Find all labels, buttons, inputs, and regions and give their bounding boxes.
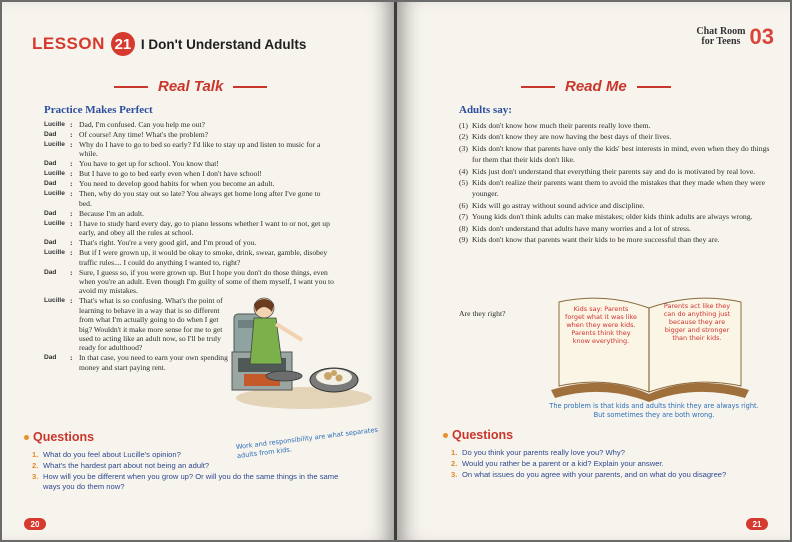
dialogue-line [44, 248, 334, 267]
speaker: Dad [44, 131, 57, 138]
question-number: 2. [451, 459, 458, 468]
colon: : [70, 140, 73, 149]
statement-text: Kids just don't understand that everything their parents say and do is motivated by real love. [472, 166, 756, 176]
question-text: What's the hardest part about not being an adult? [43, 461, 210, 470]
question-text: On what issues do you agree with your parents, and on what do you disagree? [462, 470, 727, 479]
closing-question: Are they right? [459, 309, 506, 318]
question-number: 3. [451, 470, 458, 479]
colon: : [70, 267, 73, 277]
line-text: You have to get up for school. You know that! [79, 159, 219, 169]
dialogue-line [44, 209, 334, 218]
dialogue-line [44, 238, 334, 247]
statement-text: Kids will go astray without sound advice and discipline. [472, 200, 645, 210]
brand-line-2: for Teens [701, 36, 741, 47]
statement-number: (1) [459, 121, 468, 130]
statement-item [459, 211, 774, 222]
statement-number: (3) [459, 143, 468, 153]
lesson-title: I Don't Understand Adults [140, 36, 307, 52]
statement-number: (9) [459, 235, 468, 245]
line-text: Dad, I'm confused. Can you help me out? [79, 120, 206, 129]
line-text: Sure, I guess so, if you were grown up. But I hope you don't do those things, even when you're an adult. Even though I'm guilty of some of them myself, I want you to avoid my mistakes. [79, 267, 334, 296]
statement-number: (4) [459, 166, 468, 176]
line-text: That's what is so confusing. What's the point of learning to behave in a way that is so different from what I'm actually going to do when I get big? Wouldn't it make more sense for me to get used to acting like an adult now, so I'll be truly ready for adulthood? [79, 296, 223, 353]
questions-title: Questions [452, 428, 514, 442]
question-text: Do you think your parents really love you? Why? [462, 448, 625, 457]
question-item [451, 459, 751, 469]
line-text: Because I'm an adult. [79, 208, 145, 218]
speaker: Dad [44, 209, 57, 217]
question-number: 1. [451, 448, 458, 457]
line-text: You need to develop good habits for when you become an adult. [79, 179, 275, 189]
book-right-page-text: Parents act like they can do anything just because they are bigger and stronger than their kids. [663, 302, 731, 342]
statement-text: Young kids don't think adults can make mistakes; older kids think adults are always wrong. [472, 212, 753, 222]
speaker: Dad [44, 160, 57, 168]
questions-title: Questions [33, 430, 95, 444]
colon: : [70, 130, 73, 139]
line-text: Why do I have to go to bed so early? I'd like to stay up and listen to music for a while. [79, 140, 321, 159]
questions-heading [443, 428, 513, 442]
questions-heading [24, 430, 94, 444]
colon: : [70, 179, 73, 189]
series-brand [696, 24, 774, 50]
title-rule-right [233, 86, 267, 88]
question-number: 1. [32, 450, 39, 459]
statement-text: Kids don't know how much their parents really love them. [472, 121, 651, 130]
speaker: Dad [44, 239, 57, 247]
colon: : [70, 120, 73, 129]
lesson-number-badge: 21 [111, 32, 135, 56]
title-rule-left [114, 86, 148, 88]
page-number-left: 20 [24, 518, 46, 530]
statement-number: (8) [459, 223, 468, 233]
statement-text: Kids don't know they are now having the best days of their lives. [472, 132, 672, 142]
statement-text: Kids don't know that parents want their kids to be more successful than they are. [472, 235, 720, 245]
dialogue-line [44, 189, 334, 208]
statement-text: Kids don't know that parents have only the kids' best interests in mind, even when they do things for them that their kids don't like. [472, 143, 770, 165]
question-text: What do you feel about Lucille's opinion? [43, 450, 181, 459]
line-text: In that case, you need to earn your own spending money and start paying rent. [79, 353, 228, 372]
adult-statements-list [459, 120, 774, 245]
left-page [2, 2, 394, 540]
statement-number: (6) [459, 200, 468, 210]
practice-subheading: Practice Makes Perfect [44, 104, 153, 116]
title-rule-right [637, 86, 671, 88]
section-title-text: Real Talk [158, 78, 224, 95]
question-number: 3. [32, 472, 39, 481]
section-title-real-talk [114, 78, 267, 95]
statement-number: (2) [459, 132, 468, 142]
questions-list [32, 450, 342, 493]
colon: : [70, 189, 73, 199]
lesson-label: LESSON [32, 34, 105, 53]
speaker: Dad [44, 268, 57, 276]
statement-item [459, 143, 774, 166]
speaker: Lucille [44, 170, 65, 178]
girl-cooking-illustration [224, 294, 374, 412]
question-item [32, 461, 342, 471]
book-caption: The problem is that kids and adults think they are always right. But sometimes they are both wrong. [549, 402, 759, 419]
bullet-dot [24, 435, 29, 440]
line-text: I have to study hard every day, go to piano lessons whether I want to or not, get up early, and obey all the rules at school. [79, 218, 330, 238]
dialogue-line [44, 219, 334, 238]
line-text: But if I were grown up, it would be okay to smoke, drink, swear, gamble, disobey traffic rules.... I could do anything I wanted to, right? [79, 248, 328, 267]
statement-text: Kids don't realize their parents want them to avoid the mistakes that they made when they were younger. [472, 178, 765, 199]
brand-line-1: Chat Room [696, 26, 746, 37]
question-text: How will you be different when you grow up? Or will you do the same things in the same ways you do them now? [43, 472, 339, 491]
section-title-text: Read Me [565, 78, 627, 95]
statement-item [459, 223, 774, 234]
colon: : [70, 353, 73, 363]
questions-list [451, 448, 751, 481]
dialogue-line [44, 130, 334, 139]
illustration-caption: Work and responsibility are what separates adults from kids. [235, 425, 379, 461]
line-text: Of course! Any time! What's the problem? [79, 130, 209, 139]
dialogue-line [44, 169, 334, 178]
book-left-page-text: Kids say: Parents forget what it was like when they were kids. Parents think they know everything. [565, 305, 637, 345]
line-text: Then, why do you stay out so late? You always get home long after I've gone to bed. [79, 189, 321, 208]
statement-item [459, 166, 774, 177]
colon: : [70, 296, 73, 306]
speaker: Dad [44, 354, 57, 362]
adults-say-subheading: Adults say: [459, 104, 512, 116]
question-item [451, 470, 751, 480]
statement-number: (5) [459, 178, 468, 188]
colon: : [70, 238, 73, 248]
speaker: Lucille [44, 297, 65, 305]
statement-item [459, 131, 774, 142]
question-number: 2. [32, 461, 39, 470]
dialogue-line [44, 159, 334, 168]
dialogue-line [44, 140, 334, 159]
speaker: Dad [44, 180, 57, 188]
brand-number: 03 [749, 24, 774, 49]
question-item [32, 450, 342, 460]
lesson-header [32, 32, 306, 56]
statement-item [459, 120, 774, 131]
speaker: Lucille [44, 190, 65, 198]
statement-item [459, 234, 774, 245]
statement-number: (7) [459, 212, 468, 222]
question-item [32, 472, 342, 492]
speaker: Lucille [44, 141, 65, 148]
dialogue-line [44, 268, 334, 296]
colon: : [70, 208, 73, 218]
brand-name [696, 27, 745, 47]
speaker: Lucille [44, 219, 65, 227]
question-item [451, 448, 751, 458]
dialogue-line [44, 179, 334, 188]
title-rule-left [521, 86, 555, 88]
statement-text: Kids don't understand that adults have many worries and a lot of stress. [472, 223, 691, 233]
colon: : [70, 218, 73, 228]
bullet-dot [443, 433, 448, 438]
dialogue-line [44, 120, 334, 129]
speaker: Lucille [44, 249, 65, 257]
colon: : [70, 169, 73, 179]
line-text: That's right. You're a very good girl, and I'm proud of you. [79, 238, 257, 248]
line-text: But I have to go to bed early even when I don't have school! [79, 169, 262, 179]
right-page [397, 2, 790, 540]
colon: : [70, 159, 73, 169]
colon: : [70, 248, 73, 258]
page-number-right: 21 [746, 518, 768, 530]
section-title-read-me [521, 78, 671, 95]
statement-item [459, 177, 774, 200]
question-text: Would you rather be a parent or a kid? Explain your answer. [462, 459, 664, 468]
speaker: Lucille [44, 121, 65, 128]
statement-item [459, 200, 774, 211]
